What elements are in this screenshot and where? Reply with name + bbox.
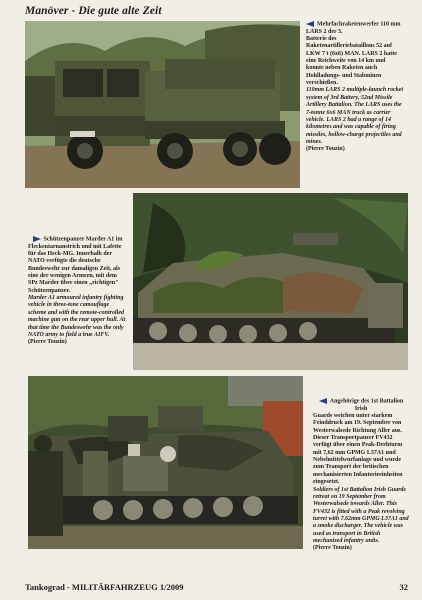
caption-fv432-english: Soldiers of 1st Battalion Irish Guards retreat on 19 September from Westerwalsede towards Aller. This FV432 is fitted with a Peak revolving turret with 7.62mm GPMG L37A1 and a smoke discharger. The vehicle was used as transport in British mechanized infantry units. [313, 486, 409, 544]
caption-lars-credit: (Pierre Touzin) [306, 146, 345, 153]
photo-fv432-irish-guards [28, 376, 303, 549]
caption-marder-german: Fleckentarnanstrich und mit Lafette für das Heck-MG. Innerhalb der NATO verfügte die deutsche Bundeswehr zur damaligen Zeit, als eine der wenigen Armeen, mit dem SPz Marder über einen „richtigen" Schützenpanzer. [28, 243, 122, 294]
caption-fv432-heading: Angehörige des 1st Battalion Irish [329, 398, 404, 412]
caption-lars-german: Batterie des Raketenartilleriebataillons 52 auf LKW 7 t (6x6) MAN. LARS 2 hatte eine Reichweite von 14 km und konnte neben Raketen auch Hohlladungs- und Stabminen verschießen. [306, 36, 397, 87]
arrow-right-icon [33, 236, 41, 242]
caption-lars-heading: Mehrfachraketenwerfer 110 mm LARS 2 der 3. [306, 21, 401, 35]
photo-lars2-rocket-launcher [25, 21, 300, 188]
caption-marder [28, 236, 127, 347]
page-title: Manöver - Die gute alte Zeit [25, 5, 162, 17]
caption-marder-credit: (Pierre Touzin) [28, 339, 67, 346]
page-number: 32 [399, 582, 408, 592]
caption-marder-english: Marder A1 armoured infantry fighting vehicle in three-tone camouflage scheme and with the remote-controlled machine gun on the rear upper hull. At that time the Bundeswehr was the only NATO army to field a true AIFV. [28, 295, 126, 338]
footer-publication: Tankograd - MILITÄRFAHRZEUG 1/2009 [25, 582, 184, 592]
caption-lars-english: 110mm LARS 2 multiple-launch rocket system of 3rd Battery, 52nd Missile Artillery Battalion. The LARS uses the 7-tonne 6x6 MAN truck as carrier vehicle. LARS 2 had a range of 14 kilometres and was capable of firing missiles, hollow-charge projectiles and mines. [306, 87, 404, 145]
caption-fv432-credit: (Pierre Touzin) [313, 545, 352, 552]
caption-lars [306, 21, 403, 154]
photo-marder-a1-fleckentarn [133, 193, 408, 370]
caption-fv432-german: Guards weichen unter starkem Feinddruck am 19. September von Westerwalsede Richtung Aller aus. Dieser Transportpanzer FV432 verfügt über einen Peak-Drehturm mit 7,62 mm GPMG L37A1 und Nebelmittelwurfanlage und wurde zum Transport der britischen mechanisierten Infanterieeinheiten eingesetzt. [313, 413, 403, 486]
arrow-left-icon [319, 398, 327, 404]
caption-fv432 [313, 398, 409, 553]
arrow-left-icon [306, 21, 314, 27]
caption-marder-heading: Schützenpanzer Marder A1 im [43, 236, 123, 243]
